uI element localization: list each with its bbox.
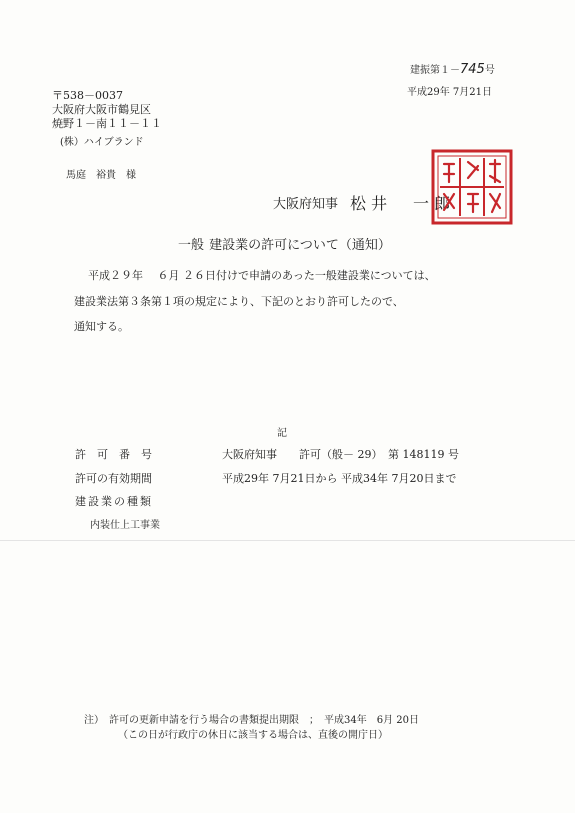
body-line-2: 建設業法第３条第１項の規定により、下記のとおり許可したので、 [74, 295, 404, 308]
document-number-prefix: 建振第１－ [410, 65, 460, 76]
business-type-value: 内装仕上工事業 [90, 520, 160, 531]
validity-value: 平成29年 7月21日から 平成34年 7月20日まで [222, 472, 457, 485]
issue-date: 平成29年 7月21日 [407, 87, 492, 98]
record-heading: 記 [277, 428, 287, 439]
permit-number-label: 許 可 番 号 [75, 448, 152, 461]
validity-label: 許可の有効期間 [75, 472, 152, 485]
document-number-handwritten: 745 [460, 62, 485, 77]
issuer-name: 松井 一郎 [350, 194, 456, 213]
body-line-3: 通知する。 [74, 320, 129, 333]
document-number [410, 63, 495, 76]
recipient-address-line2: 焼野１－南１１－１１ [52, 117, 162, 130]
footer-note-line-1: 注） 許可の更新申請を行う場合の書類提出期限 ； 平成34年 6月 20日 [84, 715, 419, 726]
issuer-title: 大阪府知事 [273, 197, 339, 212]
subject-line [178, 236, 391, 252]
business-type-label: 建設業の種類 [75, 495, 153, 508]
footer-note-line-2: （この日が行政庁の休日に該当する場合は、直後の開庁日） [118, 730, 388, 741]
recipient-postal-code: 〒538－0037 [52, 89, 123, 102]
recipient-person: 馬庭 裕貴 様 [66, 170, 136, 181]
body-line-1: 平成２９年 ６月 ２６日付けで申請のあった一般建設業については、 [88, 269, 436, 282]
document-number-suffix: 号 [484, 65, 495, 76]
fold-line [0, 540, 575, 541]
recipient-company: (株）ハイブランド [60, 137, 144, 148]
recipient-address-line1: 大阪府大阪市鶴見区 [52, 103, 151, 116]
permit-number-value: 大阪府知事 許可（般－ 29） 第 148119 号 [222, 448, 459, 461]
official-seal [430, 148, 514, 226]
subject-text: 建設業の許可について（通知） [209, 238, 391, 253]
subject-prefix: 一般 [178, 238, 205, 253]
